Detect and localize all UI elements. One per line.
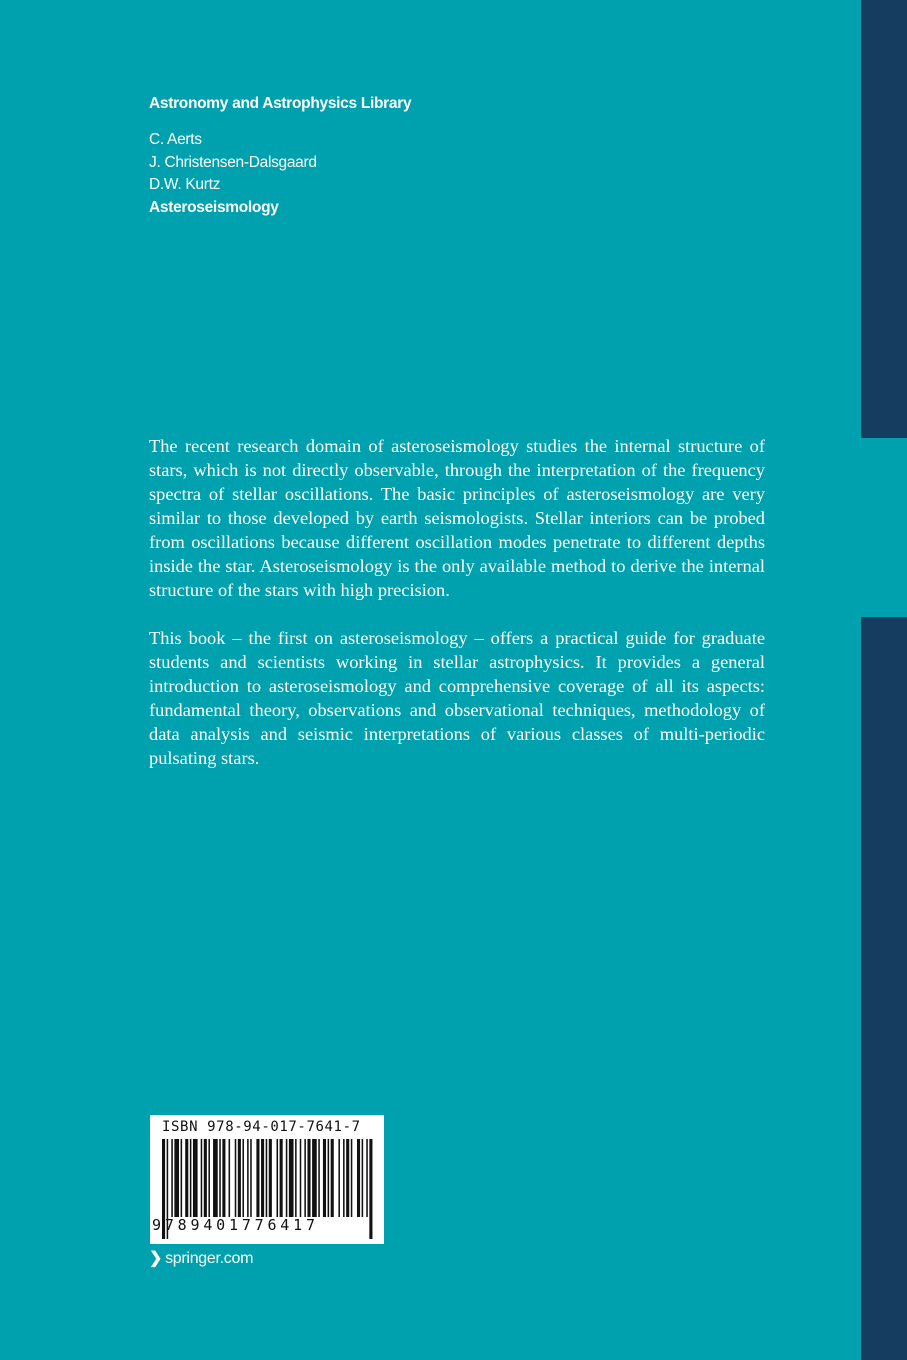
barcode-bar [204,1139,207,1217]
website-label: springer.com [165,1250,254,1267]
barcode-bar [242,1139,244,1217]
barcode-bar [250,1139,252,1217]
barcode-bar [312,1139,317,1217]
barcode-bar [219,1139,221,1217]
barcode-bar [277,1139,279,1217]
barcode-bar [304,1139,306,1217]
barcode-bar [366,1139,368,1217]
barcode-bar [300,1139,302,1217]
back-cover-blurb [149,434,765,794]
barcode-bar [261,1139,264,1217]
spine-band-bottom [861,617,907,1360]
barcode-bar [331,1139,334,1217]
barcode-bar [213,1139,218,1217]
barcode-bar [323,1139,326,1217]
blurb-paragraph: This book – the first on asteroseismology – offers a practical guide for graduate students and scientists working in stellar astrophysics. It provides a general introduction to asteroseismology and comprehensive coverage of all its aspects: fundamental theory, observations and observational techniques, methodology of data analysis and seismic interpretations of various classes of multi-periodic pulsating stars. [149,628,765,768]
publisher-website[interactable] [149,1248,253,1268]
barcode-bar [266,1139,268,1217]
barcode-bar [362,1139,364,1217]
barcode-bar [351,1139,353,1217]
isbn-number: ISBN 978-94-017-7641-7 [162,1119,361,1135]
barcode-bar [208,1139,210,1217]
author-name: D.W. Kurtz [149,176,221,193]
barcode-bar [256,1139,259,1217]
chevron-right-icon: ❯ [149,1250,163,1267]
barcode-bar [229,1139,231,1217]
barcode-bar [201,1139,203,1217]
barcode-bar [328,1139,330,1217]
author-name: C. Aerts [149,131,202,148]
series-title: Astronomy and Astrophysics Library [149,95,412,112]
barcode-bar [190,1139,192,1217]
isbn-barcode [150,1115,384,1244]
barcode-bar [269,1139,272,1217]
barcode-bar [295,1139,297,1217]
barcode-bar [247,1139,249,1217]
barcode-bar [307,1139,310,1217]
barcode-bar [174,1139,179,1217]
barcode-bar [185,1139,188,1217]
author-block [149,129,317,219]
blurb-paragraph: The recent research domain of asteroseismology studies the internal structure of stars, which is not directly observable, through the interpretation of the frequency spectra of stellar oscillations. The basic principles of asteroseismology are very similar to those developed by earth seismologists. Stellar interiors can be probed from oscillations because different oscillation modes penetrate to different depths inside the star. Asteroseismology is the only available method to derive the internal structure of the stars with high precision. [149,436,765,600]
barcode-bar [289,1139,294,1217]
barcode-bar [318,1139,320,1217]
barcode-bar [343,1139,345,1217]
barcode-bar [346,1139,349,1217]
barcode-bar [238,1139,241,1217]
barcode-bar [235,1139,237,1217]
book-title: Asteroseismology [149,198,279,216]
barcode-bar [193,1139,198,1217]
barcode-bar [357,1139,360,1217]
barcode-bar [286,1139,288,1217]
barcode-bar [280,1139,283,1217]
spine-band-top [861,0,907,438]
barcode-bar [181,1139,183,1217]
author-name: J. Christensen-Dalsgaard [149,153,317,171]
barcode-bar [338,1139,340,1217]
barcode-digits: 9789401776417 [152,1216,319,1234]
barcode-bar [222,1139,225,1217]
barcode-bar [171,1139,173,1217]
